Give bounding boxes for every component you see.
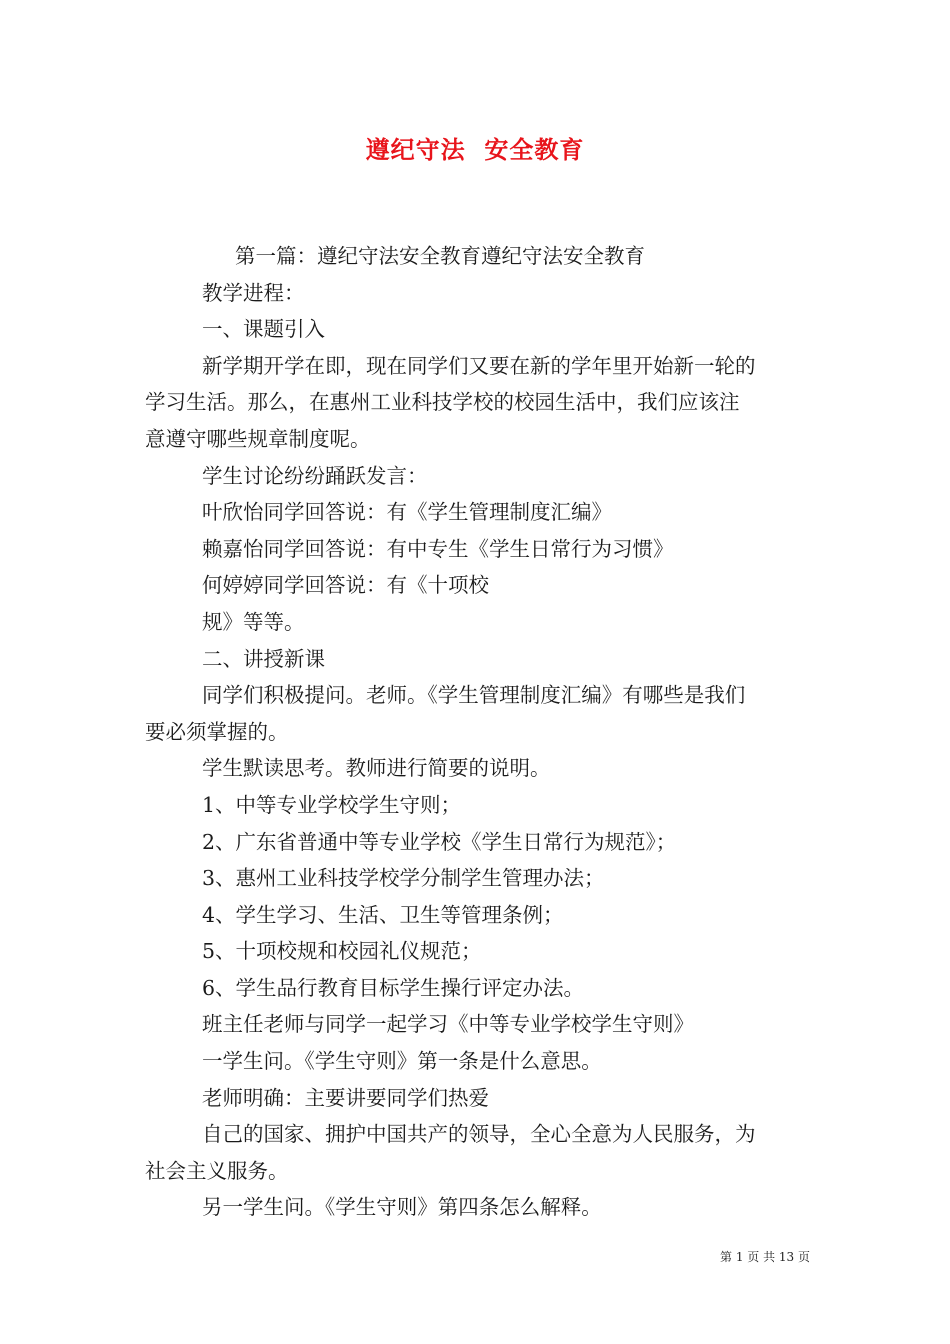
text-line: 规》等等。 xyxy=(202,609,305,634)
text-line: 教学进程： xyxy=(202,280,305,305)
text-line: 自己的国家、拥护中国共产的领导，全心全意为人民服务，为 xyxy=(202,1122,756,1147)
text-line: 1、中等专业学校学生守则； xyxy=(202,792,462,817)
text-line: 同学们积极提问。老师。《学生管理制度汇编》有哪些是我们 xyxy=(202,683,746,708)
text-line: 新学期开学在即，现在同学们又要在新的学年里开始新一轮的 xyxy=(202,353,756,378)
text-line: 另一学生问。《学生守则》第四条怎么解释。 xyxy=(202,1195,602,1220)
text-line: 叶欣怡同学回答说：有《学生管理制度汇编》 xyxy=(202,500,612,525)
text-line: 何婷婷同学回答说：有《十项校 xyxy=(202,573,489,598)
text-line: 学习生活。那么，在惠州工业科技学校的校园生活中，我们应该注 xyxy=(145,390,740,415)
text-line: 二、讲授新课 xyxy=(202,646,325,671)
page-footer: 第 1 页 共 13 页 xyxy=(720,1250,810,1264)
text-line: 3、惠州工业科技学校学分制学生管理办法； xyxy=(202,866,605,891)
text-line: 赖嘉怡同学回答说：有中专生《学生日常行为习惯》 xyxy=(202,536,674,561)
document-title: 遵纪守法 安全教育 xyxy=(365,135,585,164)
text-line: 意遵守哪些规章制度呢。 xyxy=(145,426,371,451)
text-line: 老师明确：主要讲要同学们热爱 xyxy=(202,1085,489,1110)
text-line: 学生讨论纷纷踊跃发言： xyxy=(202,463,428,488)
text-line: 要必须掌握的。 xyxy=(145,719,289,744)
document-body xyxy=(145,238,810,1226)
text-line: 社会主义服务。 xyxy=(145,1158,289,1183)
text-line: 6、学生品行教育目标学生操行评定办法。 xyxy=(202,975,585,1000)
text-line: 4、学生学习、生活、卫生等管理条例； xyxy=(202,902,564,927)
text-line: 2、广东省普通中等专业学校《学生日常行为规范》； xyxy=(202,829,677,854)
text-line: 学生默读思考。教师进行简要的说明。 xyxy=(202,756,551,781)
text-line: 第一篇：遵纪守法安全教育遵纪守法安全教育 xyxy=(235,244,645,268)
text-line: 一学生问。《学生守则》第一条是什么意思。 xyxy=(202,1049,602,1074)
text-line: 一、课题引入 xyxy=(202,317,325,342)
text-line: 班主任老师与同学一起学习《中等专业学校学生守则》 xyxy=(202,1012,694,1037)
text-line: 5、十项校规和校园礼仪规范； xyxy=(202,939,482,964)
